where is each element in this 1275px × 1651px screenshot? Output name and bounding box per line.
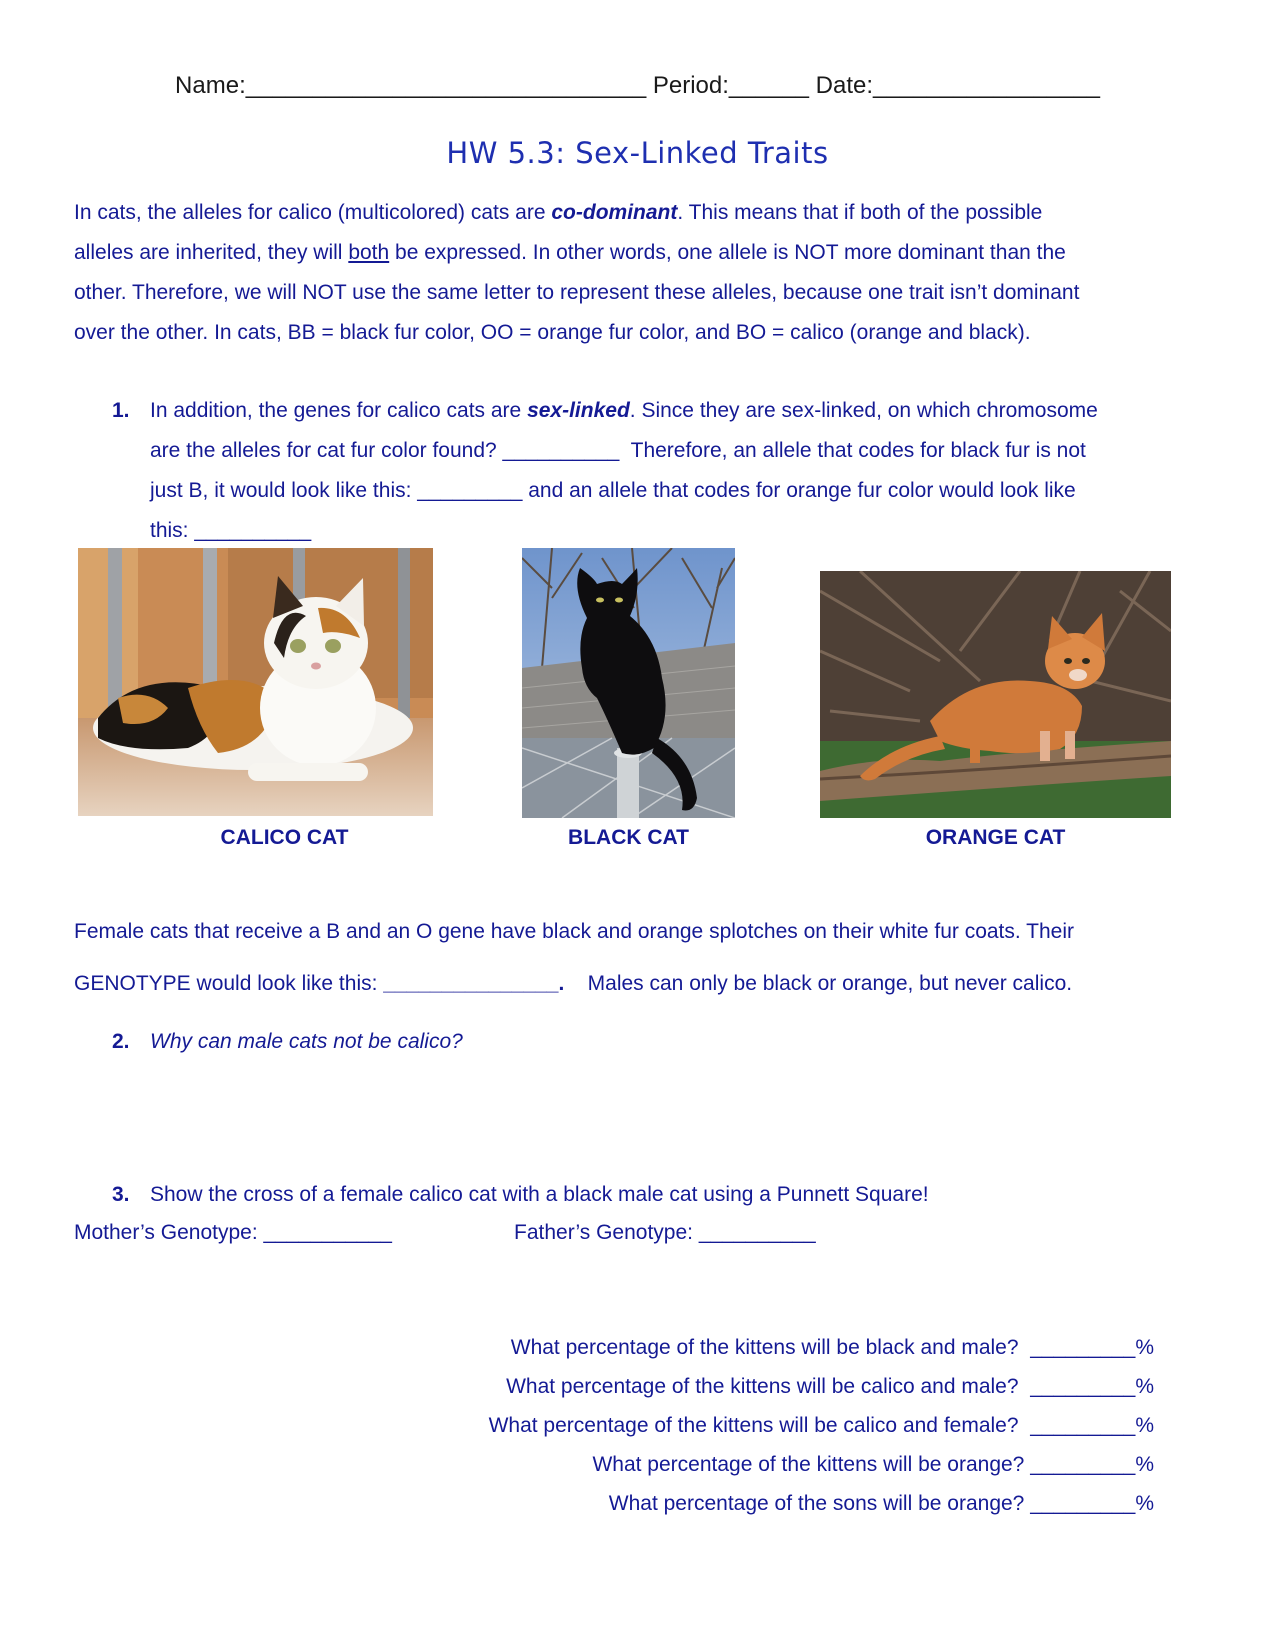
q1-line-2: are the alleles for cat fur color found? __________ Therefore, an allele that codes for black fur is not: [150, 439, 1086, 462]
percent-blank-3[interactable]: _________%: [1030, 1414, 1154, 1437]
percent-question-2: What percentage of the kittens will be calico and male? _________%: [506, 1375, 1154, 1398]
q1-line-4: this: __________: [150, 519, 312, 542]
orange-cat-photo: [820, 571, 1171, 818]
name-blank[interactable]: ______________________________: [245, 72, 647, 99]
mother-genotype-blank[interactable]: ___________: [263, 1221, 392, 1244]
mother-genotype: Mother’s Genotype: ___________: [74, 1221, 392, 1244]
q1-line-3: just B, it would look like this: _________ and an allele that codes for orange fur color would look like: [150, 479, 1076, 502]
both-underlined: both: [348, 241, 390, 264]
period-blank[interactable]: ______: [728, 72, 809, 99]
percent-question-4: What percentage of the kittens will be orange? _________%: [592, 1453, 1154, 1476]
intro-paragraph: [74, 193, 1204, 353]
header-line: [0, 72, 1275, 100]
intro-line-3: other. Therefore, we will NOT use the same letter to represent these alleles, because one trait isn’t dominant: [74, 281, 1080, 304]
page-title: HW 5.3: Sex-Linked Traits: [446, 136, 829, 170]
date-label: Date:: [815, 72, 874, 99]
female-line-1: Female cats that receive a B and an O gene have black and orange splotches on their white fur coats. Their: [74, 920, 1075, 943]
orange-allele-blank[interactable]: __________: [194, 519, 312, 542]
father-genotype: Father’s Genotype: __________: [514, 1221, 816, 1244]
q1-number: 1.: [112, 399, 130, 422]
female-line-2: GENOTYPE would look like this: _______________. Males can only be black or orange, but never calico.: [74, 972, 1073, 995]
black-cat-photo: [522, 548, 735, 818]
intro-line-1: In cats, the alleles for calico (multicolored) cats are co-dominant. This means that if both of the possible: [74, 201, 1043, 224]
date-blank[interactable]: _________________: [873, 72, 1100, 99]
black-cat-caption: BLACK CAT: [568, 826, 689, 849]
percent-question-5: What percentage of the sons will be orange? _________%: [608, 1492, 1154, 1515]
sex-linked-term: sex-linked: [527, 399, 630, 422]
question-3: [112, 1175, 929, 1215]
q1-line-1: 1. In addition, the genes for calico cats are sex-linked. Since they are sex-linked, on which chromosome: [112, 391, 1098, 431]
q2-text: Why can male cats not be calico?: [150, 1030, 463, 1053]
orange-cat-caption: ORANGE CAT: [925, 826, 1066, 849]
percent-blank-5[interactable]: _________%: [1030, 1492, 1154, 1515]
q3-text: Show the cross of a female calico cat with a black male cat using a Punnett Square!: [150, 1183, 929, 1206]
calico-cat-caption: CALICO CAT: [220, 826, 349, 849]
percent-blank-4[interactable]: _________%: [1030, 1453, 1154, 1476]
black-allele-blank[interactable]: _________: [417, 479, 523, 502]
intro-line-4: over the other. In cats, BB = black fur color, OO = orange fur color, and BO = calico (orange and black).: [74, 321, 1031, 344]
q3-number: 3.: [112, 1183, 130, 1206]
chromosome-blank[interactable]: __________: [502, 439, 620, 462]
female-cats-paragraph: [74, 912, 1074, 1004]
percent-question-1: What percentage of the kittens will be black and male? _________%: [510, 1336, 1154, 1359]
intro-line-2: alleles are inherited, they will both be expressed. In other words, one allele is NOT more dominant than the: [74, 241, 1066, 264]
q2-number: 2.: [112, 1030, 130, 1053]
percent-question-3: What percentage of the kittens will be calico and female? _________%: [488, 1414, 1154, 1437]
percent-blank-2[interactable]: _________%: [1030, 1375, 1154, 1398]
question-2: [112, 1022, 463, 1062]
question-1: [112, 391, 1098, 551]
father-genotype-blank[interactable]: __________: [698, 1221, 816, 1244]
name-label: Name:: [175, 72, 246, 99]
co-dominant-term: co-dominant: [551, 201, 678, 224]
genotype-blank[interactable]: _______________.: [383, 972, 565, 995]
period-label: Period:: [652, 72, 729, 99]
percent-blank-1[interactable]: _________%: [1030, 1336, 1154, 1359]
calico-cat-photo: [78, 548, 433, 816]
